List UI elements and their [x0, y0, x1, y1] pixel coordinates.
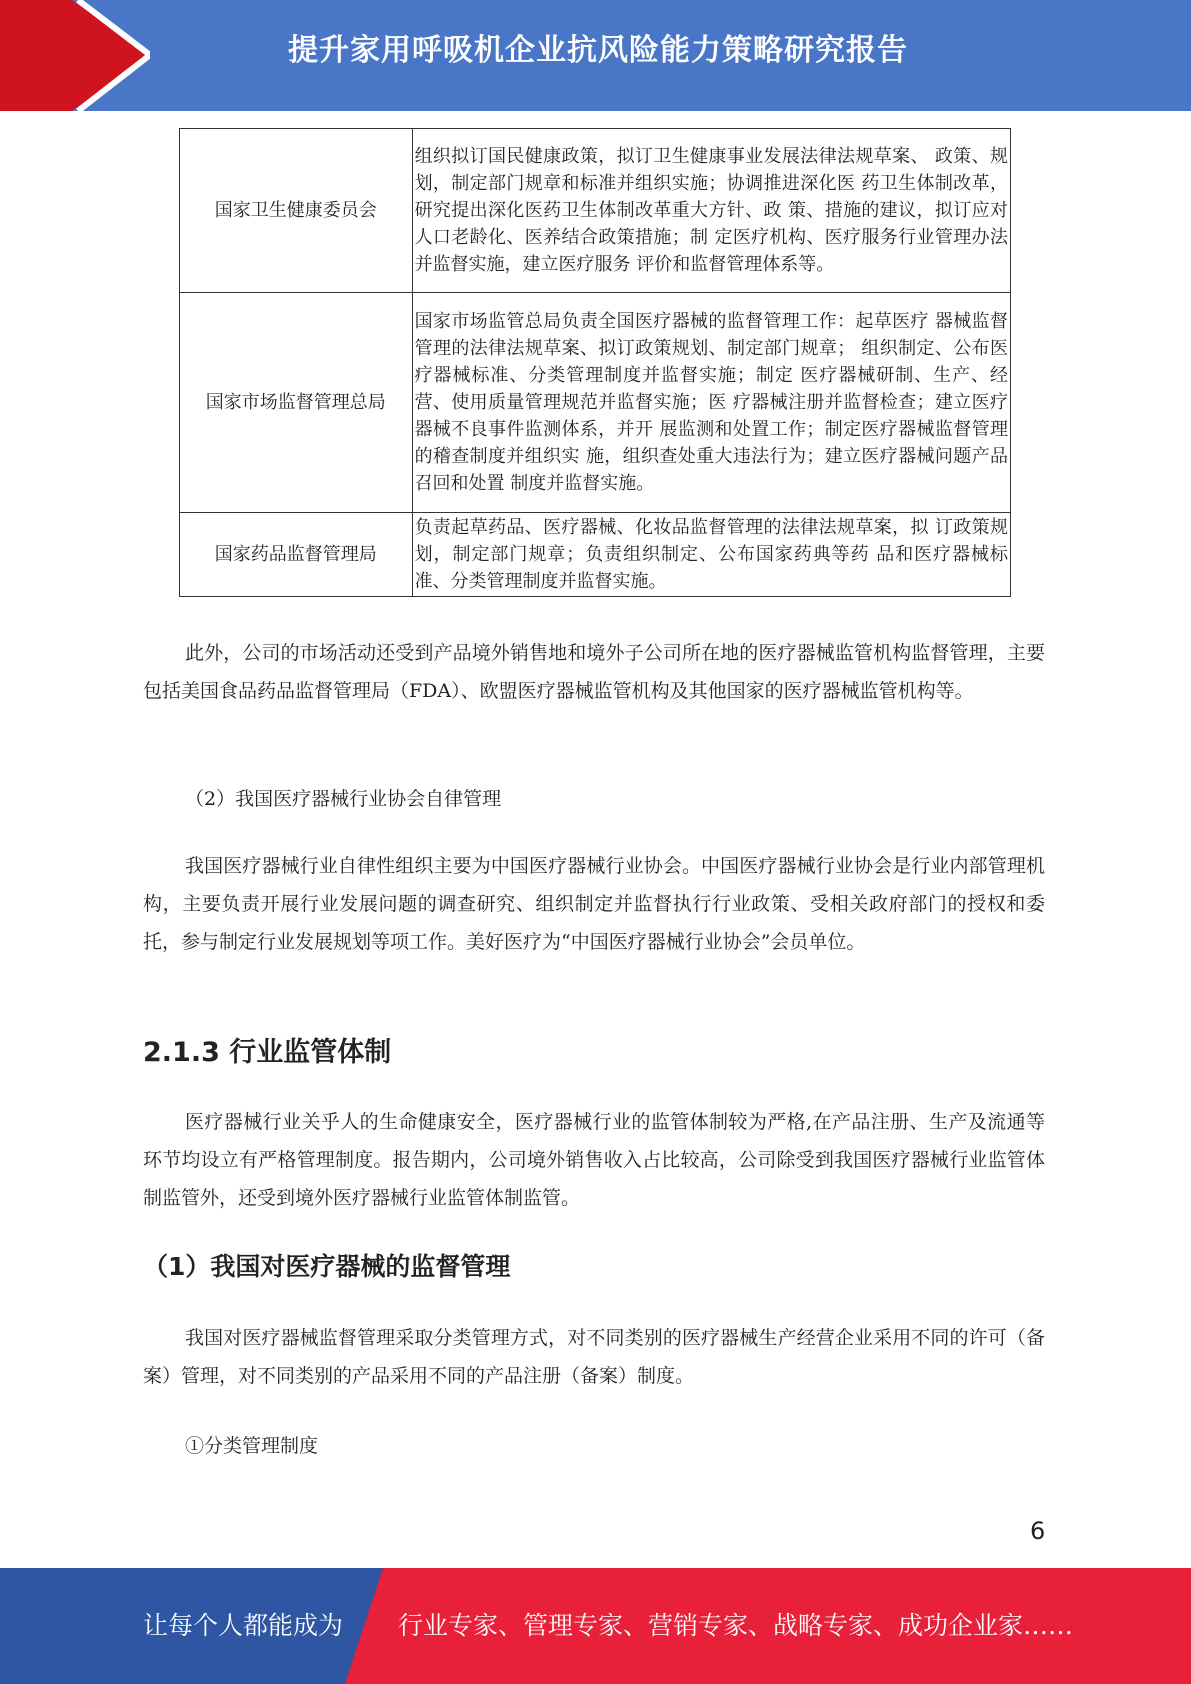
- paragraph-classification: 我国对医疗器械监督管理采取分类管理方式，对不同类别的医疗器械生产经营企业采用不同的许可（备案）管理，对不同类别的产品采用不同的产品注册（备案）制度。: [143, 1327, 1045, 1387]
- page-footer: [0, 1568, 1191, 1684]
- paragraph-industry-association: 我国医疗器械行业自律性组织主要为中国医疗器械行业协会。中国医疗器械行业协会是行业内部管理机构，主要负责开展行业发展问题的调查研究、组织制定并监督执行行业政策、受相关政府部门的授权和委托，参与制定行业发展规划等项工作。美好医疗为“中国医疗器械行业协会”会员单位。: [143, 855, 1045, 953]
- table-cell-duty: 组织拟订国民健康政策，拟订卫生健康事业发展法律法规草案、 政策、规划，制定部门规章和标准并组织实施；协调推进深化医 药卫生体制改革，研究提出深化医药卫生体制改革重大方针、政 策、措施的建议，拟订应对人口老龄化、医养结合政策措施；制 定医疗机构、医疗服务行业管理办法并监督实施，建立医疗服务 评价和监督管理体系等。: [412, 129, 1010, 293]
- paragraph-regulatory-system: 医疗器械行业关乎人的生命健康安全，医疗器械行业的监管体制较为严格,在产品注册、生产及流通等环节均设立有严格管理制度。报告期内，公司境外销售收入占比较高，公司除受到我国医疗器械行业监管体制监管外，还受到境外医疗器械行业监管体制监管。: [143, 1111, 1045, 1209]
- subsection-heading: （1）我国对医疗器械的监督管理: [143, 1252, 511, 1281]
- table-cell-org: 国家市场监督管理总局: [180, 293, 413, 513]
- table-row: [180, 129, 1011, 293]
- subheading-classification-system: ①分类管理制度: [185, 1435, 319, 1457]
- report-title: 提升家用呼吸机企业抗风险能力策略研究报告: [288, 33, 908, 68]
- table-row: [180, 513, 1011, 597]
- regulator-table: [179, 128, 1011, 597]
- table-row: [180, 293, 1011, 513]
- paragraph-foreign-regulators: 此外，公司的市场活动还受到产品境外销售地和境外子公司所在地的医疗器械监管机构监督管理，主要包括美国食品药品监督管理局（FDA）、欧盟医疗器械监管机构及其他国家的医疗器械监管机构等。: [143, 642, 1045, 702]
- section-heading: 2.1.3 行业监管体制: [143, 1037, 392, 1068]
- table-cell-org: 国家药品监督管理局: [180, 513, 413, 597]
- header-chevron-decoration: [0, 0, 150, 111]
- page-number: 6: [1030, 1517, 1046, 1545]
- table-cell-org: 国家卫生健康委员会: [180, 129, 413, 293]
- subheading-industry-association: （2）我国医疗器械行业协会自律管理: [185, 788, 502, 810]
- footer-slogan-right: 行业专家、管理专家、营销专家、战略专家、成功企业家……: [398, 1611, 1074, 1640]
- page-header: [0, 0, 1191, 111]
- footer-slogan-left: 让每个人都能成为: [143, 1611, 344, 1640]
- table-cell-duty: 负责起草药品、医疗器械、化妆品监督管理的法律法规草案，拟 订政策规划，制定部门规章；负责组织制定、公布国家药典等药 品和医疗器械标准、分类管理制度并监督实施。: [412, 513, 1010, 597]
- table-cell-duty: 国家市场监管总局负责全国医疗器械的监督管理工作：起草医疗 器械监督管理的法律法规草案、拟订政策规划、制定部门规章； 组织制定、公布医疗器械标准、分类管理制度并监督实施；制定 医疗器械研制、生产、经营、使用质量管理规范并监督实施；医 疗器械注册并监督检查；建立医疗器械不良事件监测体系，并开 展监测和处置工作；制定医疗器械监督管理的稽查制度并组织实 施，组织查处重大违法行为；建立医疗器械问题产品召回和处置 制度并监督实施。: [412, 293, 1010, 513]
